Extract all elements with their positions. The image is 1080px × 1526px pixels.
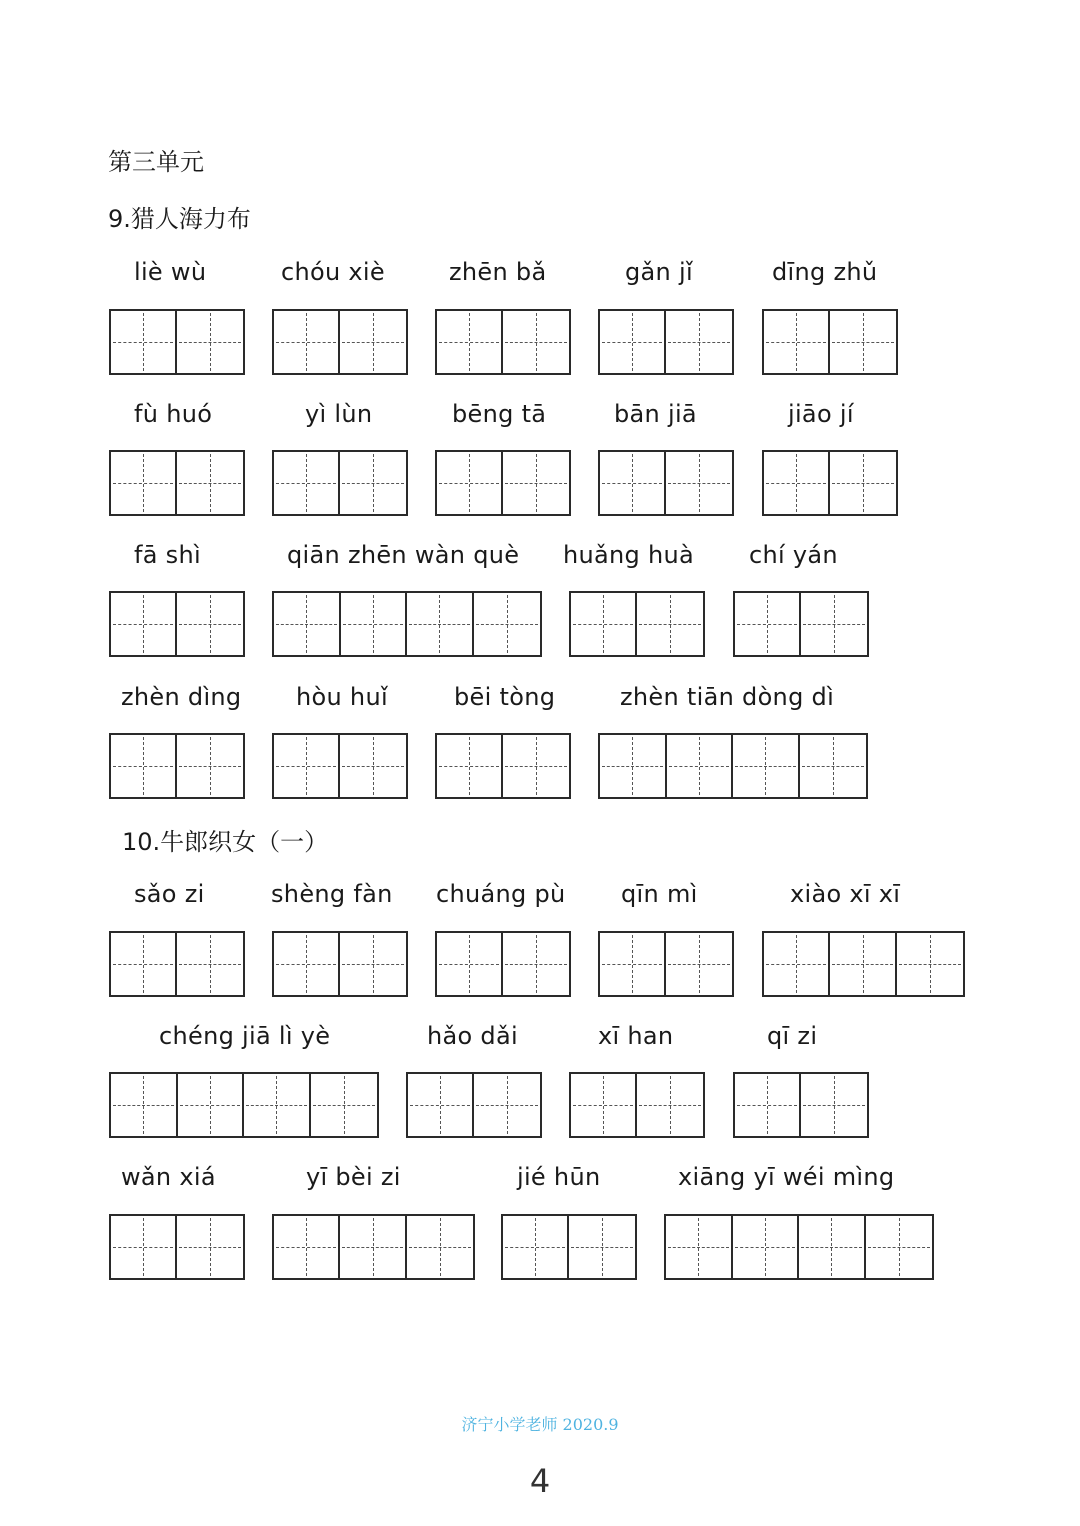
character-box[interactable] xyxy=(274,735,340,797)
page-number: 4 xyxy=(529,1462,551,1500)
character-box[interactable] xyxy=(407,1216,473,1278)
writing-grid xyxy=(109,931,245,997)
character-box[interactable] xyxy=(866,1216,932,1278)
writing-grid xyxy=(598,450,734,516)
writing-grid xyxy=(569,1072,705,1138)
character-box[interactable] xyxy=(801,593,867,655)
character-box[interactable] xyxy=(637,593,703,655)
pinyin-label: bān jiā xyxy=(614,400,697,428)
pinyin-label: bēng tā xyxy=(452,400,547,428)
character-box[interactable] xyxy=(897,933,963,995)
pinyin-label: shèng fàn xyxy=(271,880,393,908)
pinyin-label: zhēn bǎ xyxy=(449,258,547,286)
character-box[interactable] xyxy=(177,452,243,514)
character-box[interactable] xyxy=(177,1216,243,1278)
character-box[interactable] xyxy=(274,311,340,373)
character-box[interactable] xyxy=(830,311,896,373)
character-box[interactable] xyxy=(667,735,734,797)
character-box[interactable] xyxy=(733,735,800,797)
pinyin-label: yì lùn xyxy=(305,400,373,428)
character-box[interactable] xyxy=(600,933,666,995)
character-box[interactable] xyxy=(799,1216,866,1278)
character-box[interactable] xyxy=(600,735,667,797)
character-box[interactable] xyxy=(340,1216,406,1278)
pinyin-label: yī bèi zi xyxy=(306,1163,401,1191)
character-box[interactable] xyxy=(764,933,830,995)
writing-grid xyxy=(762,450,898,516)
pinyin-label: sǎo zi xyxy=(134,880,205,908)
unit-title: 第三单元 xyxy=(108,148,204,176)
character-box[interactable] xyxy=(764,311,830,373)
writing-grid xyxy=(664,1214,934,1280)
character-box[interactable] xyxy=(666,311,732,373)
writing-grid xyxy=(109,591,245,657)
character-box[interactable] xyxy=(571,1074,637,1136)
character-box[interactable] xyxy=(474,1074,540,1136)
character-box[interactable] xyxy=(735,1074,801,1136)
writing-grid xyxy=(435,931,571,997)
writing-grid xyxy=(598,309,734,375)
writing-grid xyxy=(272,591,542,657)
writing-grid xyxy=(762,309,898,375)
pinyin-label: qīn mì xyxy=(621,880,698,908)
character-box[interactable] xyxy=(503,1216,569,1278)
pinyin-label: fā shì xyxy=(134,541,201,569)
character-box[interactable] xyxy=(801,1074,867,1136)
character-box[interactable] xyxy=(571,593,637,655)
pinyin-label: bēi tòng xyxy=(454,683,556,711)
pinyin-label: chéng jiā lì yè xyxy=(159,1022,331,1050)
pinyin-label: hǎo dǎi xyxy=(427,1022,518,1050)
pinyin-label: gǎn jǐ xyxy=(625,258,693,286)
character-box[interactable] xyxy=(340,735,406,797)
pinyin-label: hòu huǐ xyxy=(296,683,388,711)
character-box[interactable] xyxy=(830,933,896,995)
writing-grid xyxy=(762,931,965,997)
pinyin-label: chuáng pù xyxy=(436,880,566,908)
pinyin-label: jiāo jí xyxy=(788,400,854,428)
character-box[interactable] xyxy=(177,735,243,797)
character-box[interactable] xyxy=(340,311,406,373)
character-box[interactable] xyxy=(274,452,340,514)
character-box[interactable] xyxy=(637,1074,703,1136)
character-box[interactable] xyxy=(503,735,569,797)
character-box[interactable] xyxy=(735,593,801,655)
character-box[interactable] xyxy=(111,735,177,797)
writing-grid xyxy=(435,450,571,516)
character-box[interactable] xyxy=(474,593,540,655)
pinyin-label: fù huó xyxy=(134,400,213,428)
character-box[interactable] xyxy=(437,311,503,373)
character-box[interactable] xyxy=(764,452,830,514)
character-box[interactable] xyxy=(111,452,177,514)
character-box[interactable] xyxy=(503,452,569,514)
writing-grid xyxy=(598,931,734,997)
character-box[interactable] xyxy=(274,933,340,995)
pinyin-label: huǎng huà xyxy=(563,541,695,569)
lesson-title: 10.牛郎织女（一） xyxy=(122,828,329,856)
character-box[interactable] xyxy=(340,933,406,995)
pinyin-label: qī zi xyxy=(767,1022,818,1050)
writing-grid xyxy=(569,591,705,657)
pinyin-label: xiāng yī wéi mìng xyxy=(678,1163,895,1191)
character-box[interactable] xyxy=(666,452,732,514)
character-box[interactable] xyxy=(830,452,896,514)
character-box[interactable] xyxy=(311,1074,377,1136)
character-box[interactable] xyxy=(437,452,503,514)
writing-grid xyxy=(272,931,408,997)
character-box[interactable] xyxy=(437,933,503,995)
character-box[interactable] xyxy=(600,452,666,514)
character-box[interactable] xyxy=(600,311,666,373)
character-box[interactable] xyxy=(274,1216,340,1278)
character-box[interactable] xyxy=(111,1074,178,1136)
character-box[interactable] xyxy=(177,593,243,655)
character-box[interactable] xyxy=(666,1216,733,1278)
pinyin-label: chóu xiè xyxy=(281,258,385,286)
writing-grid xyxy=(109,450,245,516)
character-box[interactable] xyxy=(274,593,341,655)
pinyin-label: chí yán xyxy=(749,541,838,569)
character-box[interactable] xyxy=(177,933,243,995)
writing-grid xyxy=(272,1214,475,1280)
pinyin-label: zhèn dìng xyxy=(121,683,242,711)
pinyin-label: jié hūn xyxy=(517,1163,601,1191)
writing-grid xyxy=(406,1072,542,1138)
writing-grid xyxy=(435,309,571,375)
character-box[interactable] xyxy=(178,1074,245,1136)
pinyin-label: xiào xī xī xyxy=(790,880,901,908)
character-box[interactable] xyxy=(340,452,406,514)
writing-grid xyxy=(733,591,869,657)
watermark: 济宁小学老师 2020.9 xyxy=(461,1415,619,1434)
pinyin-label: liè wù xyxy=(134,258,207,286)
writing-grid xyxy=(435,733,571,799)
character-box[interactable] xyxy=(111,933,177,995)
writing-grid xyxy=(733,1072,869,1138)
writing-grid xyxy=(501,1214,637,1280)
character-box[interactable] xyxy=(503,933,569,995)
lesson-title: 9.猎人海力布 xyxy=(108,205,251,233)
character-box[interactable] xyxy=(569,1216,635,1278)
writing-grid xyxy=(109,309,245,375)
character-box[interactable] xyxy=(177,311,243,373)
pinyin-label: wǎn xiá xyxy=(121,1163,216,1191)
character-box[interactable] xyxy=(407,593,474,655)
character-box[interactable] xyxy=(800,735,866,797)
writing-grid xyxy=(272,733,408,799)
writing-grid xyxy=(272,309,408,375)
writing-grid xyxy=(109,1214,245,1280)
character-box[interactable] xyxy=(111,593,177,655)
character-box[interactable] xyxy=(244,1074,311,1136)
writing-grid xyxy=(598,733,868,799)
character-box[interactable] xyxy=(666,933,732,995)
character-box[interactable] xyxy=(111,311,177,373)
pinyin-label: qiān zhēn wàn què xyxy=(287,541,520,569)
character-box[interactable] xyxy=(733,1216,800,1278)
character-box[interactable] xyxy=(341,593,408,655)
pinyin-label: xī han xyxy=(598,1022,674,1050)
character-box[interactable] xyxy=(503,311,569,373)
character-box[interactable] xyxy=(408,1074,474,1136)
writing-grid xyxy=(109,1072,379,1138)
character-box[interactable] xyxy=(111,1216,177,1278)
pinyin-label: dīng zhǔ xyxy=(772,258,878,286)
pinyin-label: zhèn tiān dòng dì xyxy=(620,683,835,711)
character-box[interactable] xyxy=(437,735,503,797)
writing-grid xyxy=(272,450,408,516)
writing-grid xyxy=(109,733,245,799)
